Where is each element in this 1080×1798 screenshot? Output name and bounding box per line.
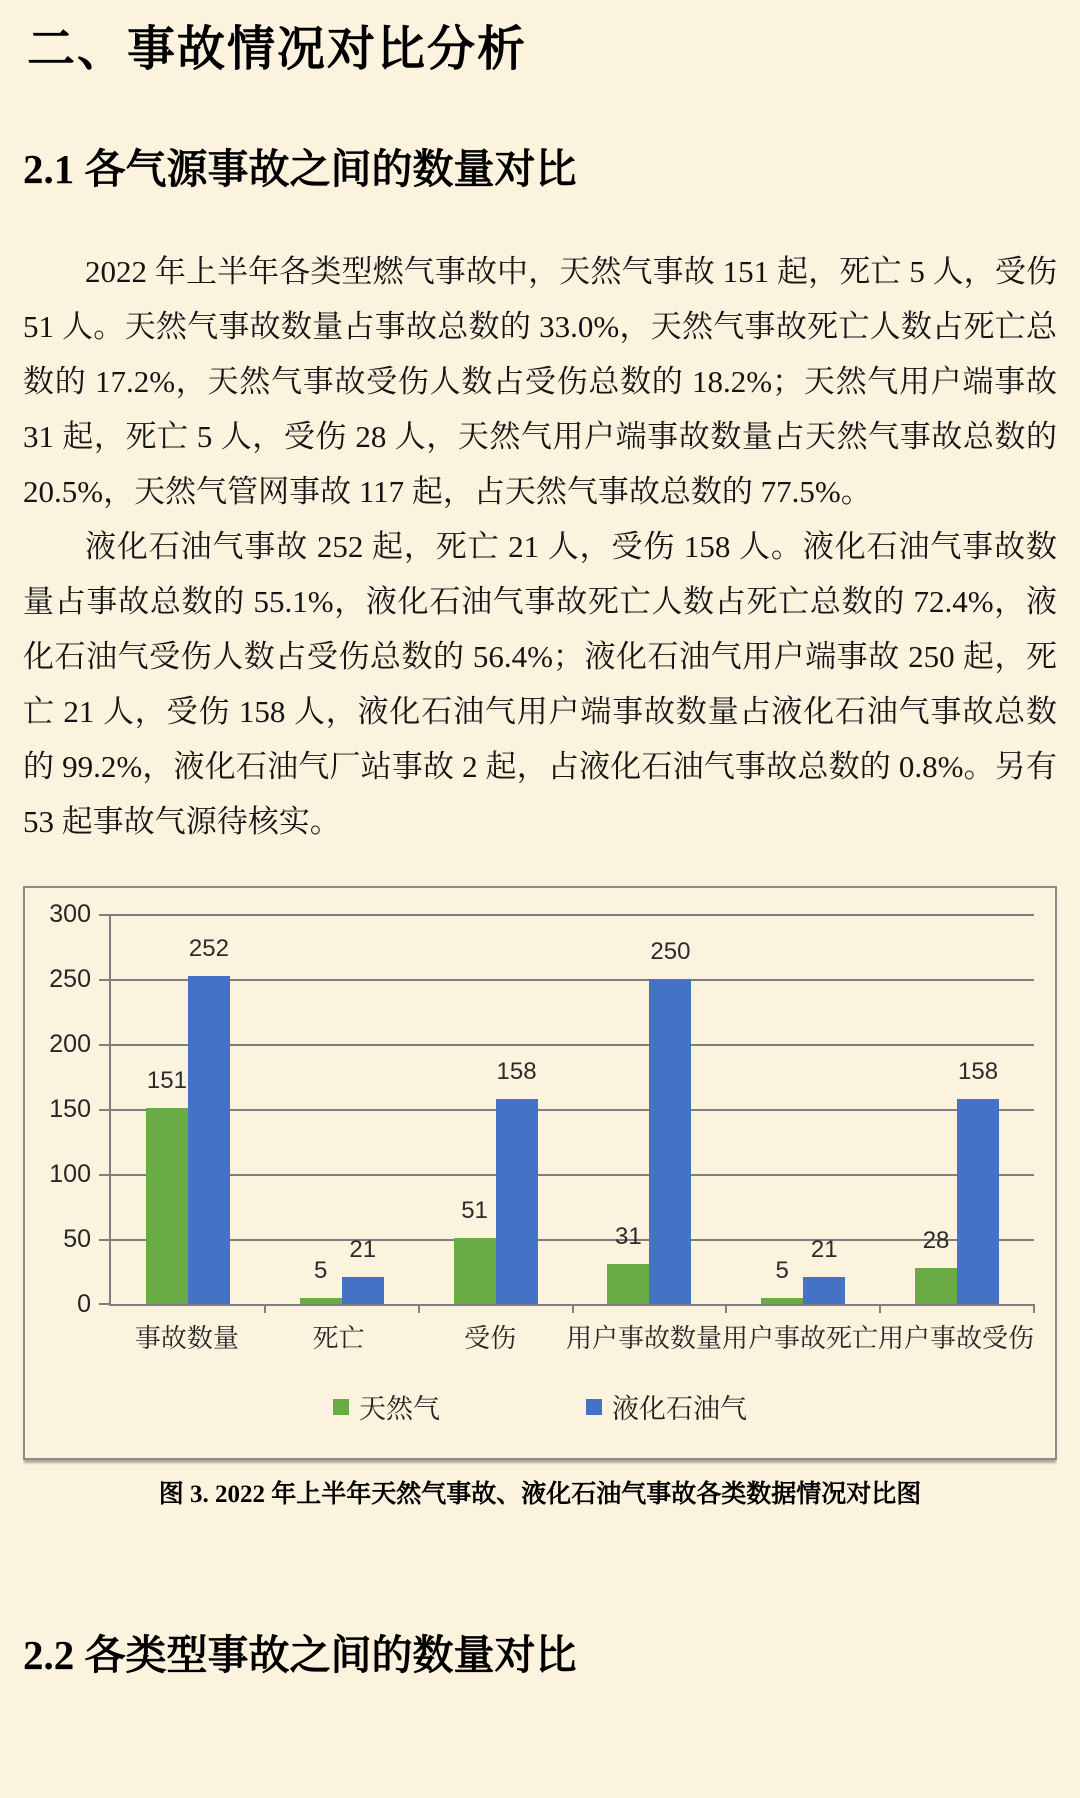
subsection-title-2-1: 2.1 各气源事故之间的数量对比: [23, 146, 577, 192]
bar-天然气: [607, 1222, 649, 1304]
bar-液化石油气: [342, 1235, 384, 1304]
x-axis-tick: [1033, 1304, 1035, 1313]
x-axis-tick: [879, 1304, 881, 1313]
x-axis-category-label: 事故数量: [134, 1323, 239, 1353]
y-axis-tick: [99, 1109, 109, 1111]
y-axis-tick: [99, 1239, 109, 1241]
y-axis-label: 50: [63, 1225, 91, 1253]
y-axis-tick: [99, 1044, 109, 1046]
x-axis-tick: [725, 1304, 727, 1313]
subsection-title-2-2: 2.2 各类型事故之间的数量对比: [23, 1632, 577, 1678]
figure-caption: 图 3. 2022 年上半年天然气事故、液化石油气事故各类数据情况对比图: [158, 1481, 922, 1508]
y-axis-tick: [99, 914, 109, 916]
x-axis-tick: [418, 1304, 420, 1313]
x-axis-tick: [264, 1304, 266, 1313]
y-axis-label: 250: [49, 965, 91, 993]
bar-chart-figure: [23, 886, 1057, 1460]
section-title: 二、事故情况对比分析: [27, 23, 528, 76]
x-axis-tick: [572, 1304, 574, 1313]
bar-chart: [23, 886, 1057, 1460]
plot-area: [49, 900, 1034, 1318]
y-axis-label: 0: [77, 1290, 91, 1318]
bar-value-label: 158: [958, 1057, 999, 1085]
bar-天然气: [146, 1066, 188, 1304]
bar-group: [111, 914, 265, 1304]
legend-item: [586, 1387, 747, 1426]
x-axis-category-label: 死亡: [312, 1323, 365, 1353]
bar-group: [573, 914, 727, 1304]
bar-group: [880, 914, 1034, 1304]
y-axis-tick: [99, 979, 109, 981]
x-axis-category-label: 用户事故受伤: [878, 1323, 1035, 1353]
bar-value-label: 21: [349, 1235, 377, 1263]
x-axis-category-label: 用户事故死亡: [721, 1323, 878, 1353]
x-axis-category-label: 用户事故数量: [565, 1323, 722, 1353]
bar-value-label: 252: [188, 935, 229, 963]
bar-value-label: 158: [496, 1057, 537, 1085]
bar-value-label: 51: [461, 1196, 488, 1224]
bar-value-label: 21: [810, 1235, 838, 1263]
bar-液化石油气: [496, 1057, 538, 1304]
bar-group: [265, 914, 419, 1304]
bar-value-label: 250: [650, 938, 691, 965]
bar-天然气: [300, 1256, 342, 1305]
legend-label: 天然气: [359, 1394, 440, 1424]
paragraph-lpg: 液化石油气事故 252 起，死亡 21 人，受伤 158 人。液化石油气事故数量占事故总数的 55.1%，液化石油气事故死亡人数占死亡总数的 72.4%，液化石油气受伤人数占受伤总数的 56.4%；液化石油气用户端事故 250 起，死亡 21 人，受伤 158 人，液化石油气用户端事故数量占液化石油气事故总数的 99.2%，液化石油气厂站事故 2 起，占液化石油气事故总数的 0.8%。另有 53 起事故气源待核实。: [23, 529, 1057, 839]
bar-value-label: 151: [146, 1066, 187, 1094]
y-axis-label: 200: [49, 1030, 91, 1058]
y-axis-tick: [99, 1303, 109, 1305]
paragraph-natural-gas: 2022 年上半年各类型燃气事故中，天然气事故 151 起，死亡 5 人，受伤 51 人。天然气事故数量占事故总数的 33.0%，天然气事故死亡人数占死亡总数的 17.2%，天然气事故受伤人数占受伤总数的 18.2%；天然气用户端事故 31 起，死亡 5 人，受伤 28 人，天然气用户端事故数量占天然气事故总数的 20.5%，天然气管网事故 117 起，占天然气事故总数的 77.5%。: [23, 254, 1057, 509]
legend-swatch-icon: [333, 1399, 349, 1415]
bar-value-label: 28: [922, 1226, 950, 1254]
bar-value-label: 31: [615, 1222, 642, 1250]
bar-value-label: 5: [775, 1256, 789, 1284]
y-axis-label: 300: [49, 900, 91, 928]
legend-label: 液化石油气: [612, 1394, 747, 1424]
body-text: [23, 244, 1057, 850]
x-axis-category-label: 受伤: [464, 1323, 517, 1353]
bar-天然气: [454, 1196, 496, 1304]
x-axis-labels: [111, 1306, 1034, 1355]
chart-legend: [25, 1387, 1055, 1426]
y-axis-label: 100: [49, 1160, 91, 1188]
bar-液化石油气: [803, 1235, 845, 1304]
bar-group: [726, 914, 880, 1304]
bar-天然气: [915, 1226, 957, 1304]
legend-item: [333, 1387, 440, 1426]
legend-swatch-icon: [586, 1399, 602, 1415]
bar-液化石油气: [957, 1057, 999, 1304]
y-axis-label: 150: [49, 1095, 91, 1123]
bar-value-label: 5: [314, 1256, 328, 1284]
bar-group: [419, 914, 573, 1304]
bar-液化石油气: [649, 938, 691, 1304]
document-page: [0, 24, 1080, 1798]
y-axis-tick: [99, 1174, 109, 1176]
bar-天然气: [761, 1256, 803, 1305]
bar-液化石油气: [188, 935, 230, 1304]
